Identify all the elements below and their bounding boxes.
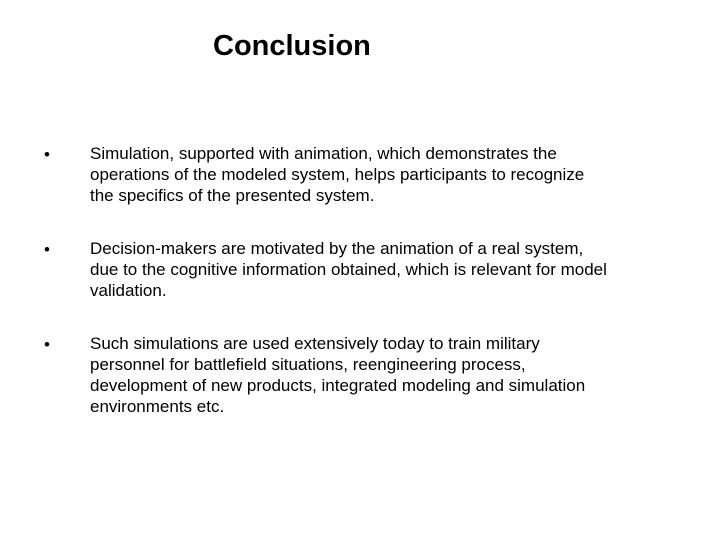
bullet-icon: • xyxy=(44,240,50,259)
bullet-text: Simulation, supported with animation, which demonstrates the operations of the modeled system, helps participants to recognize the specifics of the presented system. xyxy=(90,144,585,205)
bullet-item xyxy=(0,238,720,333)
bullet-item xyxy=(0,333,720,443)
bullet-icon: • xyxy=(44,335,50,354)
bullet-list xyxy=(0,143,720,443)
bullet-item xyxy=(0,143,720,238)
bullet-icon: • xyxy=(44,145,50,164)
bullet-text: Such simulations are used extensively today to train military personnel for battlefield situations, reengineering process, development of new products, integrated modeling and simulation environments etc. xyxy=(90,334,586,416)
bullet-text: Decision-makers are motivated by the animation of a real system, due to the cognitive information obtained, which is relevant for model validation. xyxy=(90,239,607,300)
slide-title: Conclusion xyxy=(213,30,371,62)
